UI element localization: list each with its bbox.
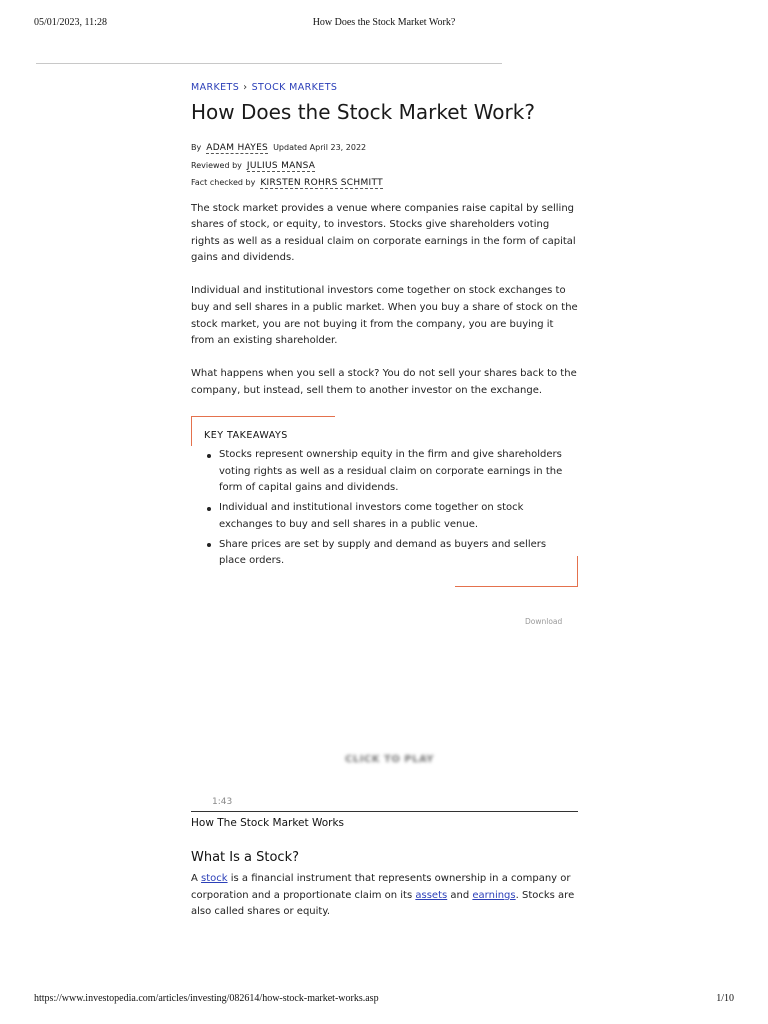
section-heading: What Is a Stock? [191,850,300,865]
breadcrumb-stock-markets-link[interactable]: STOCK MARKETS [251,82,338,93]
video-player[interactable] [191,600,578,807]
key-takeaways-title: KEY TAKEAWAYS [204,430,288,441]
section-text: . Stocks are also called shares or equity. [191,889,575,918]
reviewed-label: Reviewed by [191,160,242,170]
video-duration: 1:43 [212,797,233,807]
earnings-link[interactable]: earnings [472,889,516,901]
play-button[interactable]: CLICK TO PLAY [345,754,435,765]
stock-link[interactable]: stock [201,873,228,884]
author-link[interactable]: ADAM HAYES [206,143,269,153]
chevron-right-icon: › [243,82,248,93]
print-title: How Does the Stock Market Work? [312,17,456,28]
takeaway-item: Individual and institutional investors come together on stock exchanges to buy and sell shares in a public venue. [204,500,564,533]
updated-date: Updated April 23, 2022 [273,143,367,152]
page-title: How Does the Stock Market Work? [191,100,535,124]
body-paragraph: What happens when you sell a stock? You do not sell your shares back to the company, but instead, sell them to another investor on the exchange. [191,368,577,396]
body-paragraph: Individual and institutional investors come together on stock exchanges to buy and sell shares in a public market. When you buy a share of stock on the stock market, you are not buying it from the company, you are buying it from an existing shareholder. [191,285,578,347]
print-datetime: 05/01/2023, 11:28 [34,17,107,28]
takeaway-item: Stocks represent ownership equity in the firm and give shareholders voting rights as well as a residual claim on corporate earnings in the form of capital gains and dividends. [204,447,564,497]
video-caption: How The Stock Market Works [191,817,344,829]
section-text: and [447,889,473,901]
section-text: A [191,873,202,884]
reviewer-link[interactable]: JULIUS MANSA [246,160,316,171]
section-paragraph [191,871,578,921]
print-url: https://www.investopedia.com/articles/investing/082614/how-stock-market-works.asp [34,993,379,1004]
page-number: 1/10 [716,993,734,1004]
download-link[interactable]: Download [525,617,563,626]
video-divider [191,811,578,812]
intro-paragraph: The stock market provides a venue where companies raise capital by selling shares of stock, or equity, to investors. Stocks give shareholders voting rights as well as a residual claim on corporate earnings in the form of capital gains and dividends. [191,202,576,264]
print-footer [34,993,734,1007]
fact-checker-link[interactable]: KIRSTEN ROHRS SCHMITT [260,178,383,188]
by-label: By [191,143,202,152]
takeaway-item: Share prices are set by supply and demand as buyers and sellers place orders. [204,537,564,570]
video-section [191,0,578,1024]
fact-checked-label: Fact checked by [191,178,256,187]
breadcrumb-markets-link[interactable]: MARKETS [191,82,240,93]
section-text: is a financial instrument that represents ownership in a company or corporation and a proportionate claim on its [191,873,571,901]
assets-link[interactable]: assets [415,889,448,901]
